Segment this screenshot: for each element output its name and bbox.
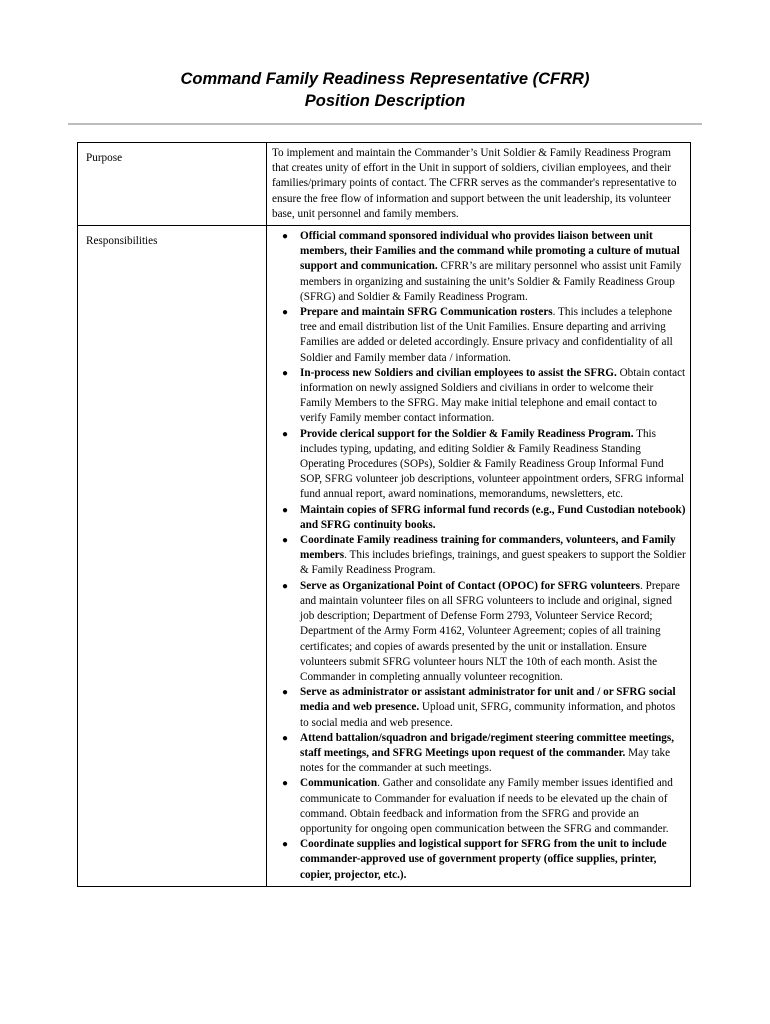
list-item: ● Attend battalion/squadron and brigade/regiment steering committee meetings, staff meetings, and SFRG Meetings upon request of the commander. May take notes for the commander at such meetings. xyxy=(282,731,675,775)
bullet-icon: ● xyxy=(282,367,289,379)
title-line-2: Position Description xyxy=(304,92,466,110)
list-item: ● Provide clerical support for the Soldier & Family Readiness Program. This includes typing, updating, and editing Soldier & Family Readiness Standing Operating Procedures (SOPs), Soldier & Family Readiness Group Informal Fund SOP, SFRG volunteer job descriptions, volunteer appointment orders, SFRG informal fund annual report, award nominations, memorandums, newsletters, etc. xyxy=(282,427,685,501)
purpose-row xyxy=(78,143,691,226)
list-item: ● Coordinate Family readiness training for commanders, volunteers, and Family members. This includes briefings, trainings, and guest speakers to support the Soldier & Family Readiness Program. xyxy=(282,534,686,577)
bullet-icon: ● xyxy=(282,732,289,744)
bullet-icon: ● xyxy=(282,580,289,592)
bullet-icon: ● xyxy=(282,687,289,699)
list-item: ● Official command sponsored individual who provides liaison between unit members, their Families and the command while promoting a culture of mutual support and communication. CFRR’s are military personnel who assist unit Family members in organizing and sustaining the unit’s Soldier & Family Readiness Group (SFRG) and Soldier & Family Readiness Program. xyxy=(282,230,682,303)
responsibilities-list xyxy=(272,229,686,883)
bullet-icon: ● xyxy=(282,428,289,440)
purpose-text: To implement and maintain the Commander’s Unit Soldier & Family Readiness Program that creates unity of effort in the Unit in support of soldiers, civilian employees, and their families/primary points of contact. The CFRR serves as the commander's representative to ensure the free flow of information and support between the unit leadership, its volunteer base, unit personnel and family members. xyxy=(267,143,691,226)
list-item: ● Serve as Organizational Point of Contact (OPOC) for SFRG volunteers. Prepare and maintain volunteer files on all SFRG volunteers to include and original, signed job description; Department of Defense Form 2793, Volunteer Service Record; Department of the Army Form 4162, Volunteer Agreement; copies of all training certificates; and copies of awards presented by the unit or installation. Ensure volunteers submit SFRG volunteer hours NLT the 10th of each month. Asist the Commander in completing annually volunteer recognition. xyxy=(282,579,680,683)
responsibilities-label: Responsibilities xyxy=(78,226,267,887)
list-item: ● In-process new Soldiers and civilian employees to assist the SFRG. Obtain contact information on newly assigned Soldiers and civilians in order to welcome their Family Members to the SFRG. May make initial telephone and email contact to verify Family member contact information. xyxy=(282,366,686,425)
bullet-icon: ● xyxy=(282,231,289,243)
responsibilities-row xyxy=(78,226,691,887)
title-divider xyxy=(68,123,702,125)
list-item: ● Prepare and maintain SFRG Communication rosters. This includes a telephone tree and email distribution list of the Unit Families. Ensure departing and arriving Families are added or deleted accordingly. Ensure privacy and confidentiality of all Soldier and Family member data / information. xyxy=(282,306,673,364)
document-title xyxy=(0,68,770,112)
list-item: ● Maintain copies of SFRG informal fund records (e.g., Fund Custodian notebook) and SFRG continuity books. xyxy=(282,503,686,531)
bullet-icon: ● xyxy=(282,839,289,851)
responsibilities-cell xyxy=(267,226,691,887)
bullet-icon: ● xyxy=(282,307,289,319)
purpose-label: Purpose xyxy=(78,143,267,226)
list-item: ● Communication. Gather and consolidate any Family member issues identified and communicate to Commander for evaluation if needs to be elevated up the chain of command. Obtain feedback and information from the SFRG and provide an opportunity for ongoing open communication between the SFRG and commander. xyxy=(282,777,673,835)
list-item: ● Coordinate supplies and logistical support for SFRG from the unit to include commander-approved use of government property (office supplies, printer, copier, projector, etc.). xyxy=(282,838,667,881)
position-description-table xyxy=(77,142,691,887)
bullet-icon: ● xyxy=(282,778,289,790)
bullet-icon: ● xyxy=(282,504,289,516)
title-line-1: Command Family Readiness Representative (CFRR) xyxy=(180,70,590,88)
bullet-icon: ● xyxy=(282,535,289,547)
list-item: ● Serve as administrator or assistant administrator for unit and / or SFRG social media and web presence. Upload unit, SFRG, community information, and photos to social media and web presence. xyxy=(282,686,676,729)
